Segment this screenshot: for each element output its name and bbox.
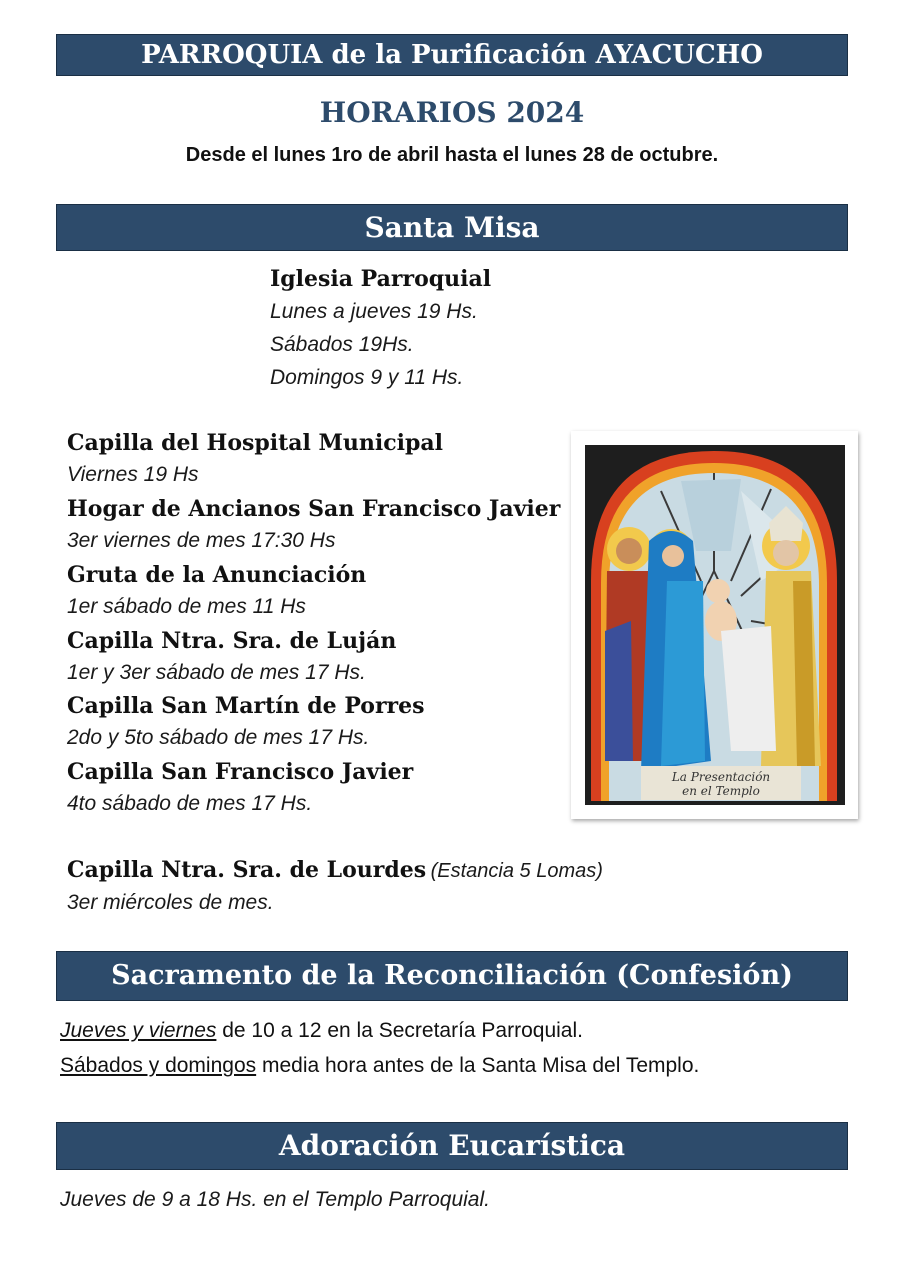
iglesia-time-1: Lunes a jueves 19 Hs. <box>270 300 478 323</box>
reconciliacion-days-1: Jueves y viernes <box>60 1019 217 1042</box>
santa-misa-banner <box>56 204 848 251</box>
place-name-5: Capilla San Martín de Porres <box>67 693 425 719</box>
schedule-title: HORARIOS 2024 <box>319 96 585 129</box>
santa-misa-title: Santa Misa <box>364 211 540 244</box>
place-name-4: Capilla Ntra. Sra. de Luján <box>67 628 397 654</box>
lourdes-location: (Estancia 5 Lomas) <box>430 860 603 882</box>
place-time-1: Viernes 19 Hs <box>67 463 199 486</box>
date-range: Desde el lunes 1ro de abril hasta el lunes 28 de octubre. <box>185 144 719 166</box>
lourdes-name: Capilla Ntra. Sra. de Lourdes <box>67 857 427 883</box>
reconciliacion-rest-2: media hora antes de la Santa Misa del Templo. <box>256 1054 700 1077</box>
place-time-4: 1er y 3er sábado de mes 17 Hs. <box>67 661 366 684</box>
reconciliacion-title: Sacramento de la Reconciliación (Confesión) <box>111 960 793 991</box>
lourdes-time: 3er miércoles de mes. <box>67 891 274 914</box>
adoracion-title: Adoración Eucarística <box>278 1129 626 1162</box>
reconciliacion-days-2: Sábados y domingos <box>60 1054 257 1077</box>
reconciliacion-line-1 <box>60 1019 583 1043</box>
place-name-1: Capilla del Hospital Municipal <box>67 430 443 456</box>
iglesia-name: Iglesia Parroquial <box>270 266 492 292</box>
reconciliacion-banner <box>56 951 848 1001</box>
presentation-in-temple-icon <box>571 431 858 819</box>
place-name-3: Gruta de la Anunciación <box>67 562 367 588</box>
parish-title: PARROQUIA de la Purificación AYACUCHO <box>141 40 763 70</box>
place-time-3: 1er sábado de mes 11 Hs <box>67 595 306 618</box>
place-time-2: 3er viernes de mes 17:30 Hs <box>67 529 336 552</box>
place-time-5: 2do y 5to sábado de mes 17 Hs. <box>67 726 370 749</box>
lourdes-line <box>67 857 603 883</box>
image-caption-1: La Presentación <box>671 770 771 784</box>
place-name-6: Capilla San Francisco Javier <box>67 759 414 785</box>
parish-banner <box>56 34 848 76</box>
adoracion-text: Jueves de 9 a 18 Hs. en el Templo Parroquial. <box>60 1188 490 1211</box>
adoracion-banner <box>56 1122 848 1170</box>
reconciliacion-rest-1: de 10 a 12 en la Secretaría Parroquial. <box>216 1019 583 1042</box>
iglesia-time-3: Domingos 9 y 11 Hs. <box>270 366 464 389</box>
stained-glass-image <box>571 431 858 819</box>
iglesia-time-2: Sábados 19Hs. <box>270 333 414 356</box>
reconciliacion-line-2 <box>60 1054 699 1078</box>
place-time-6: 4to sábado de mes 17 Hs. <box>67 792 313 815</box>
image-caption-2: en el Templo <box>682 784 760 798</box>
place-name-2: Hogar de Ancianos San Francisco Javier <box>67 496 561 522</box>
